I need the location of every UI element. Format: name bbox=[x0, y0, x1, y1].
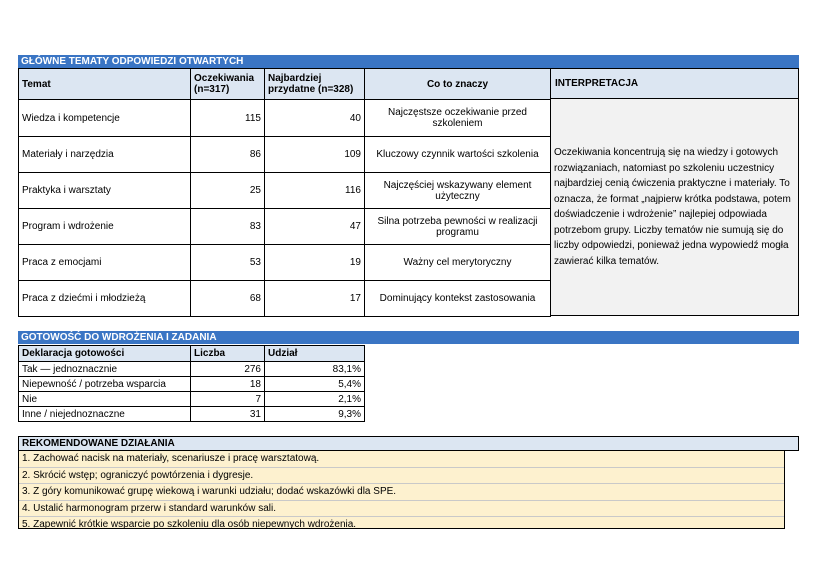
useful-cell: 47 bbox=[265, 209, 365, 245]
declaration-cell: Inne / niejednoznaczne bbox=[19, 407, 191, 422]
recommendations-section-title: REKOMENDOWANE DZIAŁANIA bbox=[18, 436, 799, 451]
meaning-cell: Silna potrzeba pewności w realizacji programu bbox=[365, 209, 551, 245]
table-row bbox=[19, 377, 365, 392]
declaration-cell: Nie bbox=[19, 392, 191, 407]
expectations-cell: 83 bbox=[191, 209, 265, 245]
table-row bbox=[19, 100, 551, 137]
share-cell: 2,1% bbox=[265, 392, 365, 407]
useful-cell: 109 bbox=[265, 137, 365, 173]
useful-cell: 17 bbox=[265, 281, 365, 317]
header-expectations: Oczekiwania (n=317) bbox=[191, 69, 265, 100]
declaration-cell: Tak — jednoznacznie bbox=[19, 362, 191, 377]
topic-cell: Wiedza i kompetencje bbox=[19, 100, 191, 137]
share-cell: 9,3% bbox=[265, 407, 365, 422]
useful-cell: 40 bbox=[265, 100, 365, 137]
declaration-cell: Niepewność / potrzeba wsparcia bbox=[19, 377, 191, 392]
interpretation-header: INTERPRETACJA bbox=[550, 68, 799, 99]
header-declaration: Deklaracja gotowości bbox=[19, 346, 191, 362]
table-row bbox=[19, 209, 551, 245]
count-cell: 276 bbox=[191, 362, 265, 377]
expectations-cell: 68 bbox=[191, 281, 265, 317]
themes-section-title: GŁÓWNE TEMATY ODPOWIEDZI OTWARTYCH bbox=[18, 55, 799, 68]
recommendations-list bbox=[18, 451, 785, 529]
topic-cell: Program i wdrożenie bbox=[19, 209, 191, 245]
topic-cell: Praca z dziećmi i młodzieżą bbox=[19, 281, 191, 317]
count-cell: 18 bbox=[191, 377, 265, 392]
table-row bbox=[19, 245, 551, 281]
readiness-section-title: GOTOWOŚĆ DO WDROŻENIA I ZADANIA bbox=[18, 331, 799, 344]
interpretation-text bbox=[550, 98, 799, 316]
expectations-cell: 53 bbox=[191, 245, 265, 281]
count-cell: 7 bbox=[191, 392, 265, 407]
expectations-cell: 86 bbox=[191, 137, 265, 173]
share-cell: 83,1% bbox=[265, 362, 365, 377]
list-item: 5. Zapewnić krótkie wsparcie po szkoleniu dla osób niepewnych wdrożenia. bbox=[22, 519, 357, 530]
table-row bbox=[19, 407, 365, 422]
table-row bbox=[19, 392, 365, 407]
list-item: 3. Z góry komunikować grupę wiekową i warunki udziału; dodać wskazówki dla SPE. bbox=[19, 484, 784, 501]
readiness-header-row bbox=[19, 346, 365, 362]
table-row bbox=[19, 281, 551, 317]
expectations-cell: 115 bbox=[191, 100, 265, 137]
list-item: 1. Zachować nacisk na materiały, scenariusze i pracę warsztatową. bbox=[19, 451, 784, 468]
list-item: 2. Skrócić wstęp; ograniczyć powtórzenia i dygresje. bbox=[19, 468, 784, 485]
useful-cell: 19 bbox=[265, 245, 365, 281]
header-count: Liczba bbox=[191, 346, 265, 362]
header-topic: Temat bbox=[19, 69, 191, 100]
list-item: 4. Ustalić harmonogram przerw i standard warunków sali. bbox=[19, 501, 784, 518]
topic-cell: Materiały i narzędzia bbox=[19, 137, 191, 173]
interpretation-paragraph: Oczekiwania koncentrują się na wiedzy i gotowych rozwiązaniach, natomiast po szkoleniu uczestnicy najbardziej cenią ćwiczenia praktyczne i materiały. To oznacza, że format „najpierw krótka podstawa, potem doświadczenie i wdrożenie” najlepiej odpowiada potrzebom grupy. Liczby tematów nie sumują się do liczby odpowiedzi, ponieważ jedna wypowiedź mogła zawierać kilka tematów. bbox=[554, 147, 791, 267]
topic-cell: Praca z emocjami bbox=[19, 245, 191, 281]
meaning-cell: Kluczowy czynnik wartości szkolenia bbox=[365, 137, 551, 173]
meaning-cell: Dominujący kontekst zastosowania bbox=[365, 281, 551, 317]
count-cell: 31 bbox=[191, 407, 265, 422]
header-meaning: Co to znaczy bbox=[365, 69, 551, 100]
header-useful: Najbardziej przydatne (n=328) bbox=[265, 69, 365, 100]
header-share: Udział bbox=[265, 346, 365, 362]
topic-cell: Praktyka i warsztaty bbox=[19, 173, 191, 209]
meaning-cell: Ważny cel merytoryczny bbox=[365, 245, 551, 281]
readiness-table bbox=[18, 345, 365, 422]
table-row bbox=[19, 173, 551, 209]
table-row bbox=[19, 362, 365, 377]
table-row bbox=[19, 137, 551, 173]
expectations-cell: 25 bbox=[191, 173, 265, 209]
meaning-cell: Najczęściej wskazywany element użyteczny bbox=[365, 173, 551, 209]
themes-table bbox=[18, 68, 551, 317]
useful-cell: 116 bbox=[265, 173, 365, 209]
meaning-cell: Najczęstsze oczekiwanie przed szkoleniem bbox=[365, 100, 551, 137]
themes-header-row bbox=[19, 69, 551, 100]
share-cell: 5,4% bbox=[265, 377, 365, 392]
